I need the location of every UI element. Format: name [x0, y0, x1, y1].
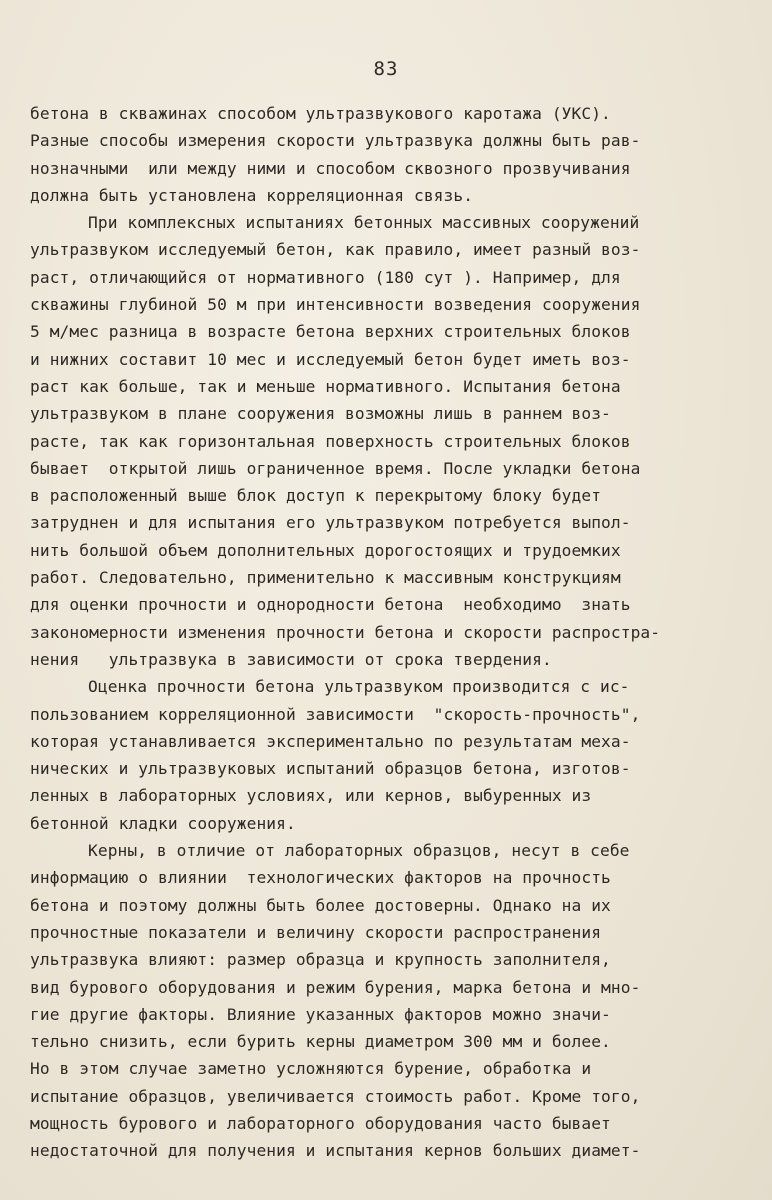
text-line: ленных в лабораторных условиях, или кернов, выбуренных из: [30, 786, 592, 806]
text-line: мощность бурового и лабораторного оборудования часто бывает: [30, 1113, 611, 1133]
text-line: ультразвуком исследуемый бетон, как правило, имеет разный воз-: [30, 240, 641, 260]
text-line: тельно снизить, если бурить керны диаметром 300 мм и более.: [30, 1032, 611, 1052]
text-line: При комплексных испытаниях бетонных массивных сооружений: [88, 213, 640, 233]
text-line: бетонной кладки сооружения.: [30, 813, 296, 833]
text-line: раст как больше, так и меньше нормативного. Испытания бетона: [30, 376, 621, 396]
text-line: бетона и поэтому должны быть более достоверны. Однако на их: [30, 895, 611, 915]
text-line: пользованием корреляционной зависимости "скорость-прочность",: [30, 704, 641, 724]
text-line: которая устанавливается экспериментально по результатам меха-: [30, 731, 631, 751]
text-line: Но в этом случае заметно усложняются бурение, обработка и: [30, 1059, 592, 1079]
text-line: скважины глубиной 50 м при интенсивности возведения сооружения: [30, 295, 641, 315]
text-line: нических и ультразвуковых испытаний образцов бетона, изготов-: [30, 759, 631, 779]
text-line: для оценки прочности и однородности бетона необходимо знать: [30, 595, 631, 615]
text-line: работ. Следовательно, применительно к массивным конструкциям: [30, 568, 621, 588]
text-line: бывает открытой лишь ограниченное время. После укладки бетона: [30, 458, 641, 478]
text-line: должна быть установлена корреляционная связь.: [30, 185, 474, 205]
text-line: раст, отличающийся от нормативного (180 сут ). Например, для: [30, 267, 621, 287]
text-line: нения ультразвука в зависимости от срока твердения.: [30, 649, 552, 669]
text-line: закономерности изменения прочности бетона и скорости распростра-: [30, 622, 661, 642]
text-line: прочностные показатели и величину скорости распространения: [30, 922, 602, 942]
text-line: испытание образцов, увеличивается стоимость работ. Кроме того,: [30, 1086, 641, 1106]
text-line: ультразвуком в плане сооружения возможны лишь в раннем воз-: [30, 404, 611, 424]
page-number: 83: [373, 58, 399, 80]
text-line: затруднен и для испытания его ультразвуком потребуется выпол-: [30, 513, 631, 533]
body-text: [30, 100, 750, 1165]
text-line: и нижних составит 10 мес и исследуемый бетон будет иметь воз-: [30, 349, 631, 369]
text-line: гие другие факторы. Влияние указанных факторов можно значи-: [30, 1004, 611, 1024]
text-line: Керны, в отличие от лабораторных образцов, несут в себе: [88, 841, 630, 861]
text-line: бетона в скважинах способом ультразвукового каротажа (УКС).: [30, 104, 611, 123]
text-line: в расположенный выше блок доступ к перекрытому блоку будет: [30, 486, 602, 506]
text-line: Разные способы измерения скорости ультразвука должны быть рав-: [30, 131, 641, 151]
text-line: 5 м/мес разница в возрасте бетона верхних строительных блоков: [30, 322, 631, 342]
text-line: Оценка прочности бетона ультразвуком производится с ис-: [88, 677, 630, 697]
text-line: информацию о влиянии технологических факторов на прочность: [30, 868, 611, 888]
text-line: вид бурового оборудования и режим бурения, марка бетона и мно-: [30, 977, 641, 997]
text-line: нозначными или между ними и способом сквозного прозвучивания: [30, 158, 631, 178]
text-line: расте, так как горизонтальная поверхность строительных блоков: [30, 431, 631, 451]
text-line: ультразвука влияют: размер образца и крупность заполнителя,: [30, 950, 611, 970]
text-line: недостаточной для получения и испытания кернов больших диамет-: [30, 1141, 641, 1161]
text-line: нить большой объем дополнительных дорогостоящих и трудоемких: [30, 540, 621, 560]
